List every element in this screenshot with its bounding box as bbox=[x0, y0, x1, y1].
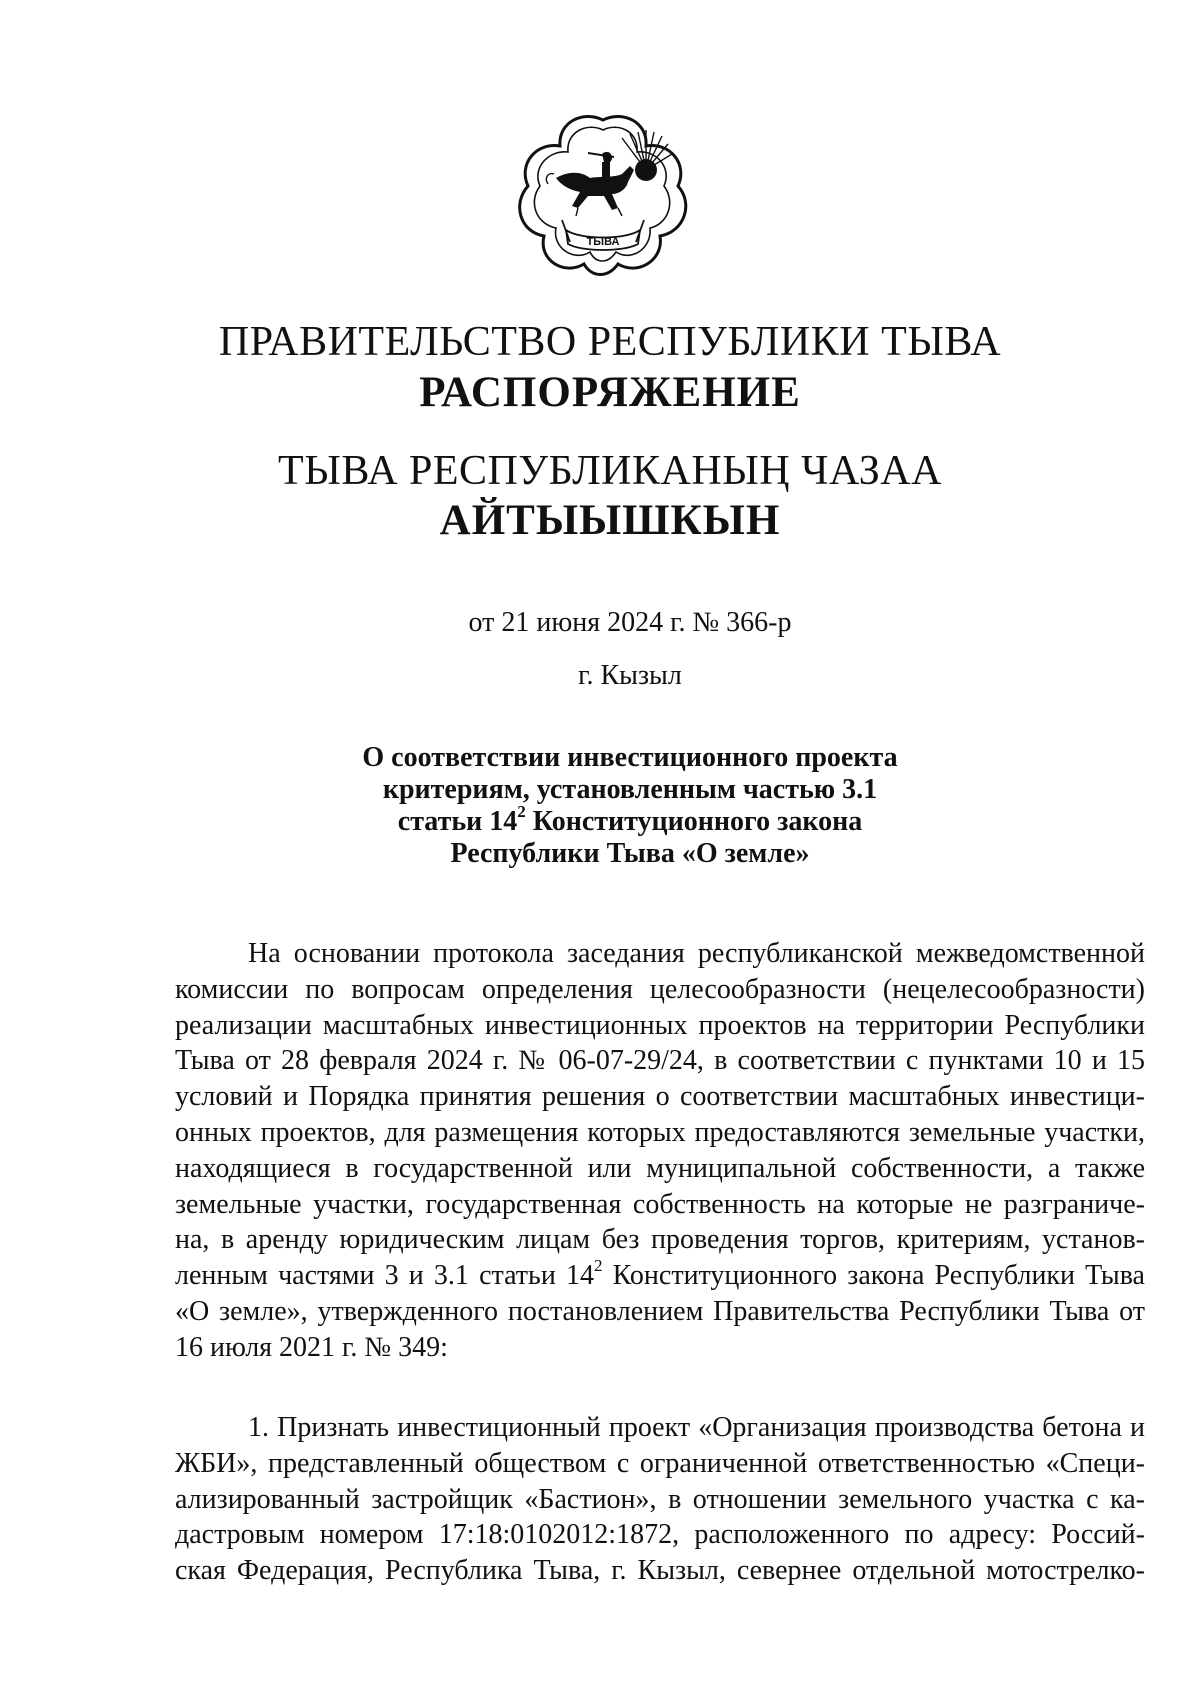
paragraph-line bbox=[175, 1255, 1145, 1294]
paragraph-line: дастровым номером 17:18:0102012:1872, расположенного по адресу: Россий- bbox=[175, 1519, 1145, 1551]
paragraph-line: онных проектов, для размещения которых предоставляются земельные участки, bbox=[175, 1116, 1145, 1148]
paragraph-line: Тыва от 28 февраля 2024 г. № 06-07-29/24, в соответствии с пунктами 10 и 15 bbox=[175, 1045, 1145, 1077]
title-line: критериям, установленным частью 3.1 bbox=[382, 774, 878, 805]
paragraph-line: условий и Порядка принятия решения о соответствии масштабных инвестици- bbox=[175, 1081, 1145, 1113]
paragraph-line: ская Федерация, Республика Тыва, г. Кызыл, севернее отдельной мотострелко- bbox=[175, 1555, 1145, 1587]
paragraph-line: ЖБИ», представленный обществом с ограниченной ответственностью «Специ- bbox=[175, 1447, 1145, 1479]
title-line bbox=[60, 801, 1200, 838]
paragraph-line: 16 июля 2021 г. № 349: bbox=[175, 1331, 448, 1363]
title-text: статьи 14 bbox=[397, 806, 518, 837]
paragraph-line: земельные участки, государственная собственность на которые не разграниче- bbox=[175, 1188, 1145, 1220]
document-city: г. Кызыл bbox=[578, 660, 682, 691]
government-name-tyv: ТЫВА РЕСПУБЛИКАНЫҢ ЧАЗАА bbox=[278, 448, 942, 494]
line-text: ленным частями 3 и 3.1 статьи 14 bbox=[175, 1260, 594, 1292]
document-type-tyv: АЙТЫЫШКЫН bbox=[439, 497, 781, 544]
clause-1-paragraph bbox=[175, 1410, 1145, 1589]
line-text: Конституционного закона Республики Тыва bbox=[602, 1260, 1145, 1292]
document-date-number: от 21 июня 2024 г. № 366-р bbox=[468, 607, 792, 638]
paragraph-line: реализации масштабных инвестиционных проектов на территории Республики bbox=[175, 1009, 1145, 1041]
title-text: Конституционного закона bbox=[525, 806, 863, 837]
superscript: 2 bbox=[517, 801, 526, 821]
government-name-ru: ПРАВИТЕЛЬСТВО РЕСПУБЛИКИ ТЫВА bbox=[218, 319, 1002, 365]
paragraph-line: на, в аренду юридическим лицам без проведения торгов, критериям, установ- bbox=[175, 1224, 1145, 1256]
paragraph-line: ализированный застройщик «Бастион», в отношении земельного участка с ка- bbox=[175, 1483, 1145, 1515]
emblem-caption: ТЫВА bbox=[586, 236, 620, 248]
paragraph-line: находящиеся в государственной или муниципальной собственности, а также bbox=[175, 1152, 1145, 1184]
paragraph-line: 1. Признать инвестиционный проект «Организация производства бетона и bbox=[248, 1412, 1145, 1443]
preamble-paragraph bbox=[175, 936, 1145, 1366]
title-line: Республики Тыва «О земле» bbox=[450, 838, 810, 869]
paragraph-line: На основании протокола заседания республиканской межведомственной bbox=[248, 938, 1145, 969]
coat-of-arms-of-tuva-icon bbox=[518, 112, 688, 277]
paragraph-line: «О земле», утвержденного постановлением Правительства Республики Тыва от bbox=[175, 1295, 1145, 1327]
document-type-ru: РАСПОРЯЖЕНИЕ bbox=[419, 369, 801, 416]
document-title bbox=[0, 742, 1200, 870]
title-line: О соответствии инвестиционного проекта bbox=[362, 742, 898, 773]
superscript: 2 bbox=[593, 1255, 603, 1275]
paragraph-line: комиссии по вопросам определения целесообразности (нецелесообразности) bbox=[175, 973, 1145, 1005]
